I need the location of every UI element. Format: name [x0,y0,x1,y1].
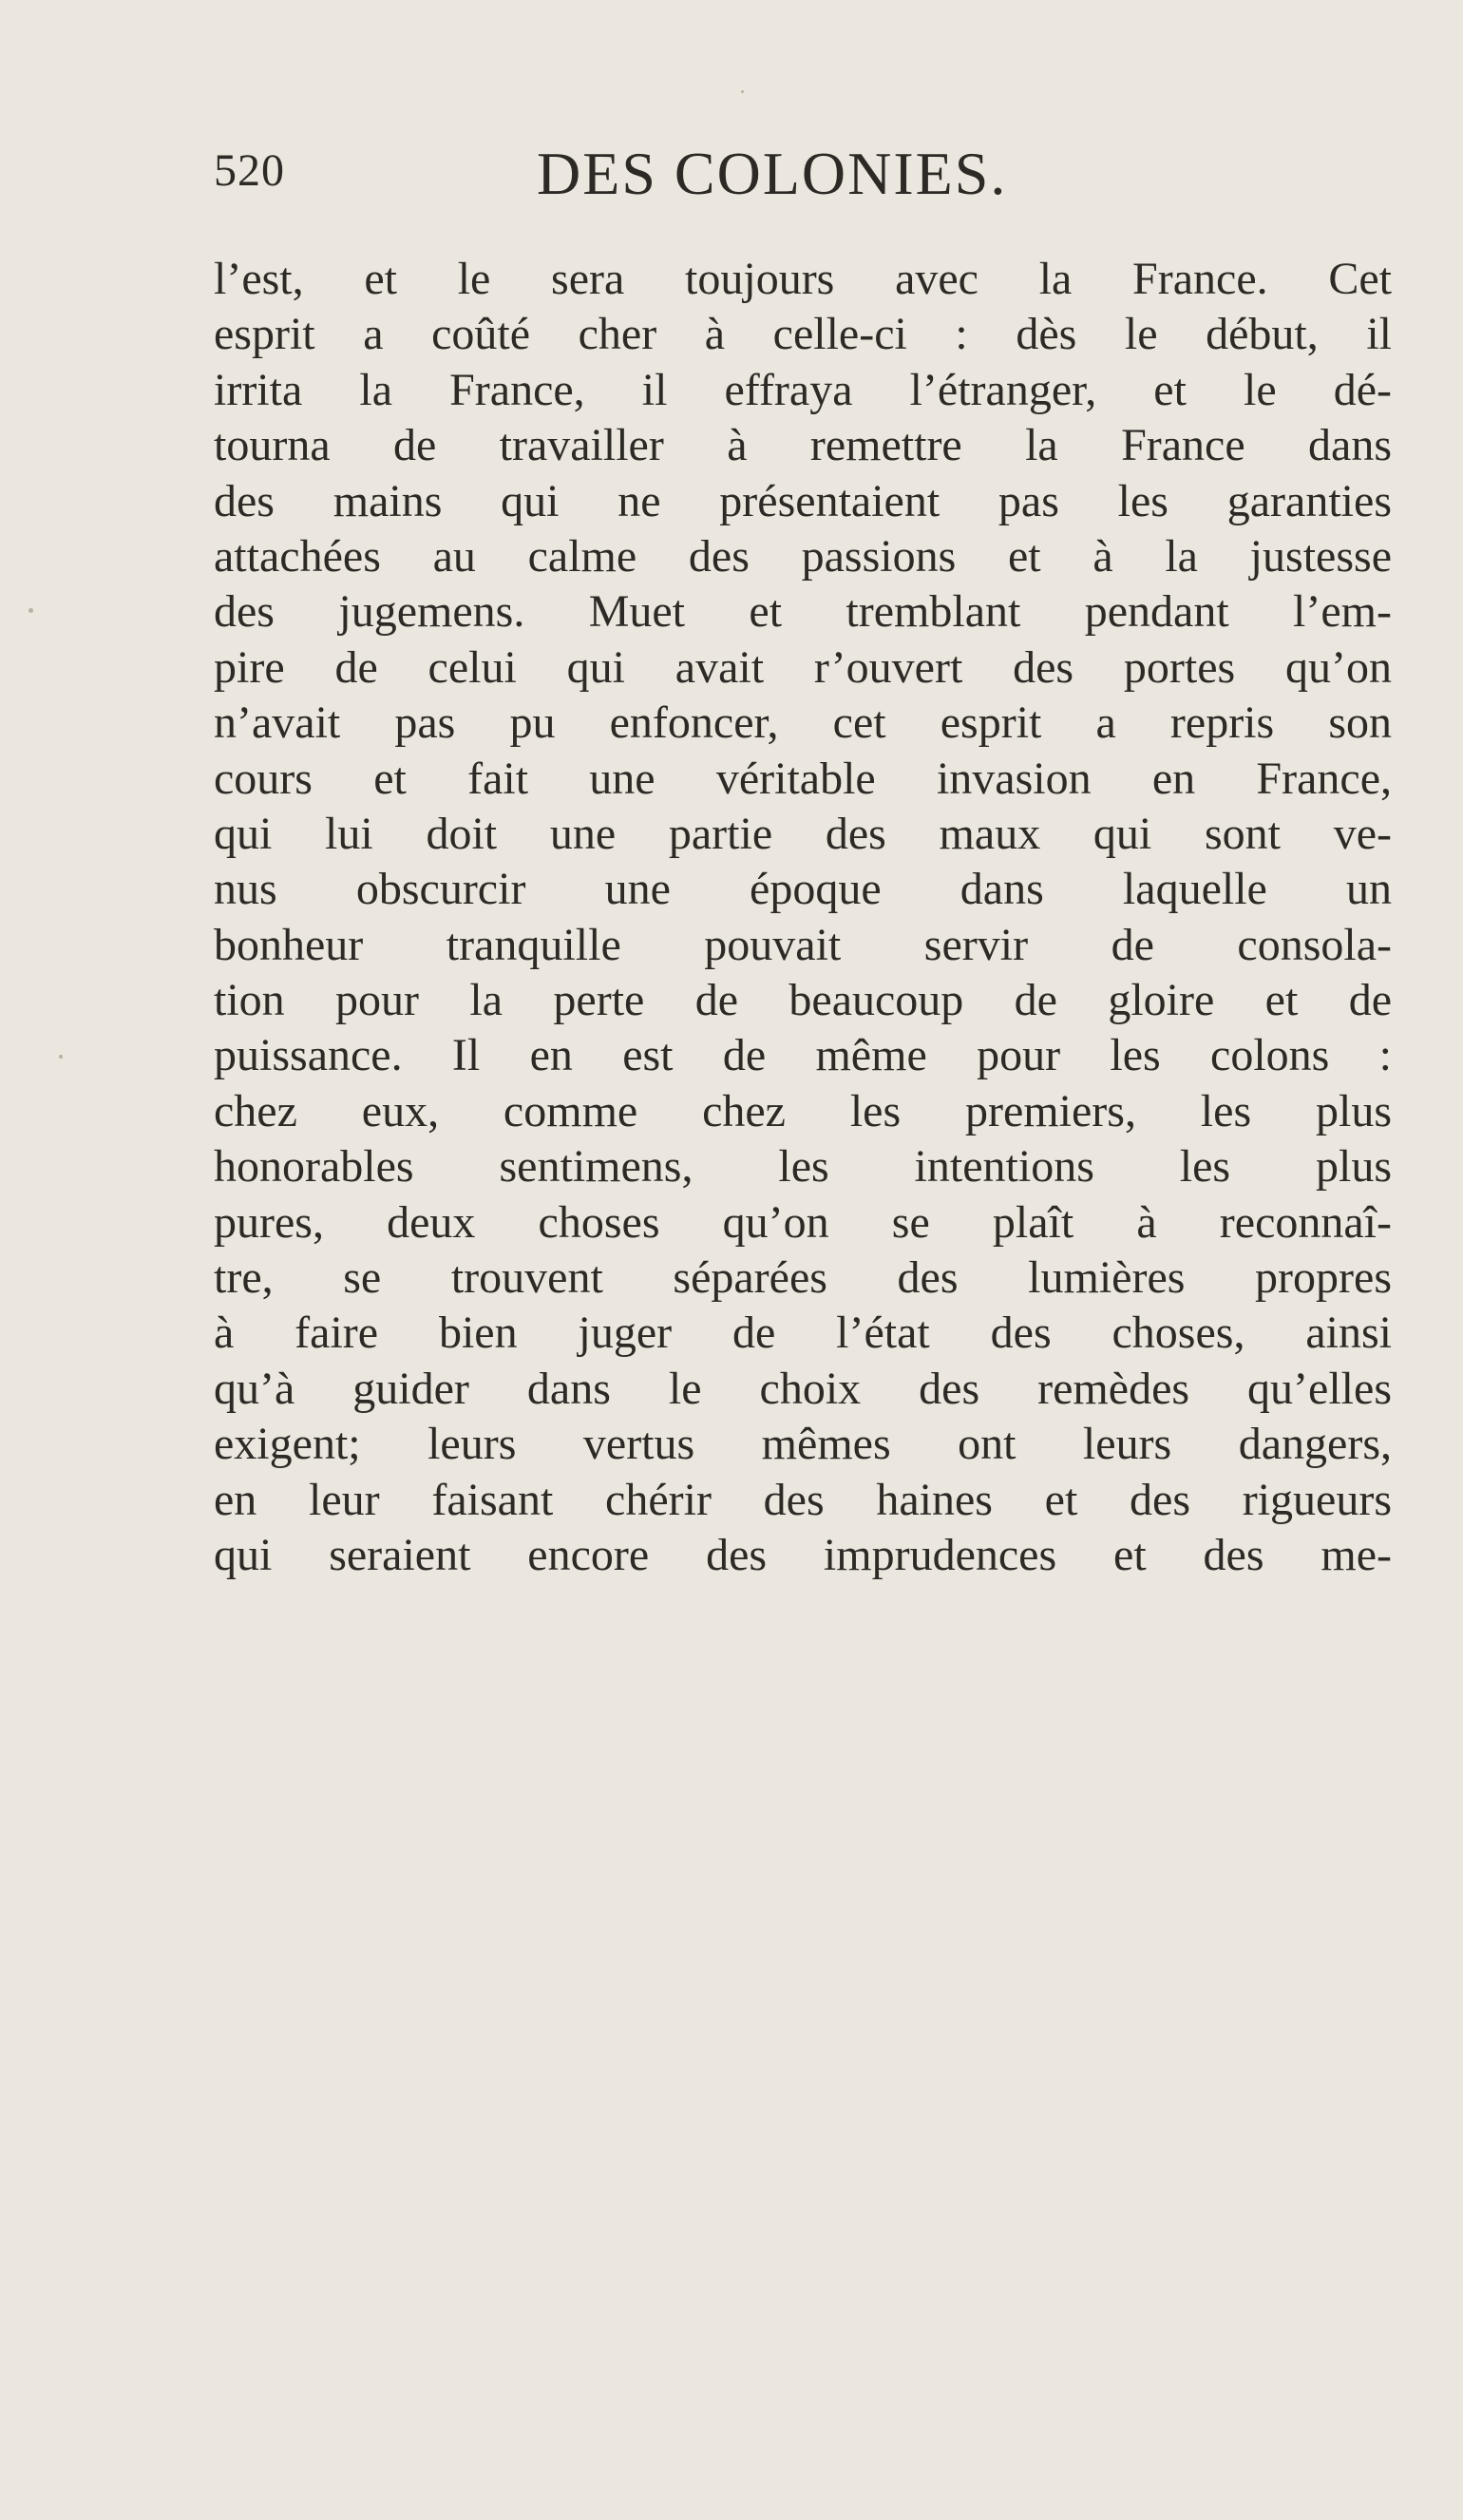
text-line: qu’à guider dans le choix des remèdes qu’elles [214,1363,1392,1414]
page-number: 520 [214,145,285,196]
text-line: irrita la France, il effraya l’étranger, et le dé- [214,364,1392,415]
text-line: n’avait pas pu enfoncer, cet esprit a repris son [214,697,1392,749]
text-line: pire de celui qui avait r’ouvert des portes qu’on [214,641,1392,693]
text-line: en leur faisant chérir des haines et des rigueurs [214,1474,1392,1525]
text-line: à faire bien juger de l’état des choses, ainsi [214,1308,1392,1359]
text-line: tourna de travailler à remettre la France dans [214,420,1392,471]
text-line: des jugemens. Muet et tremblant pendant l’em- [214,586,1392,638]
text-line: l’est, et le sera toujours avec la France. Cet [214,254,1392,304]
text-line: des mains qui ne présentaient pas les garanties [214,475,1392,526]
paper-speck [28,608,33,613]
text-line: honorables sentimens, les intentions les plus [214,1141,1392,1193]
text-line: qui seraient encore des imprudences et des me- [214,1529,1392,1580]
paper-speck [741,90,744,93]
text-line: chez eux, comme chez les premiers, les plus [214,1085,1392,1136]
text-line: exigent; leurs vertus mêmes ont leurs dangers, [214,1419,1392,1470]
text-line: esprit a coûté cher à celle-ci : dès le début, il [214,309,1392,360]
text-line: attachées au calme des passions et à la justesse [214,530,1392,582]
text-line: tion pour la perte de beaucoup de gloire et de [214,975,1392,1026]
text-line: pures, deux choses qu’on se plaît à reconnaî- [214,1196,1392,1248]
text-line: puissance. Il en est de même pour les colons : [214,1030,1392,1081]
body-text [214,252,1392,1583]
text-line: nus obscurcir une époque dans laquelle un [214,864,1392,915]
paper-speck [59,1055,63,1059]
page-header [214,140,1401,219]
text-line: cours et fait une véritable invasion en France, [214,753,1392,804]
text-line: tre, se trouvent séparées des lumières propres [214,1252,1392,1304]
running-head: DES COLONIES. [537,140,1008,207]
text-line: qui lui doit une partie des maux qui sont ve- [214,808,1392,859]
text-line: bonheur tranquille pouvait servir de consola- [214,919,1392,970]
